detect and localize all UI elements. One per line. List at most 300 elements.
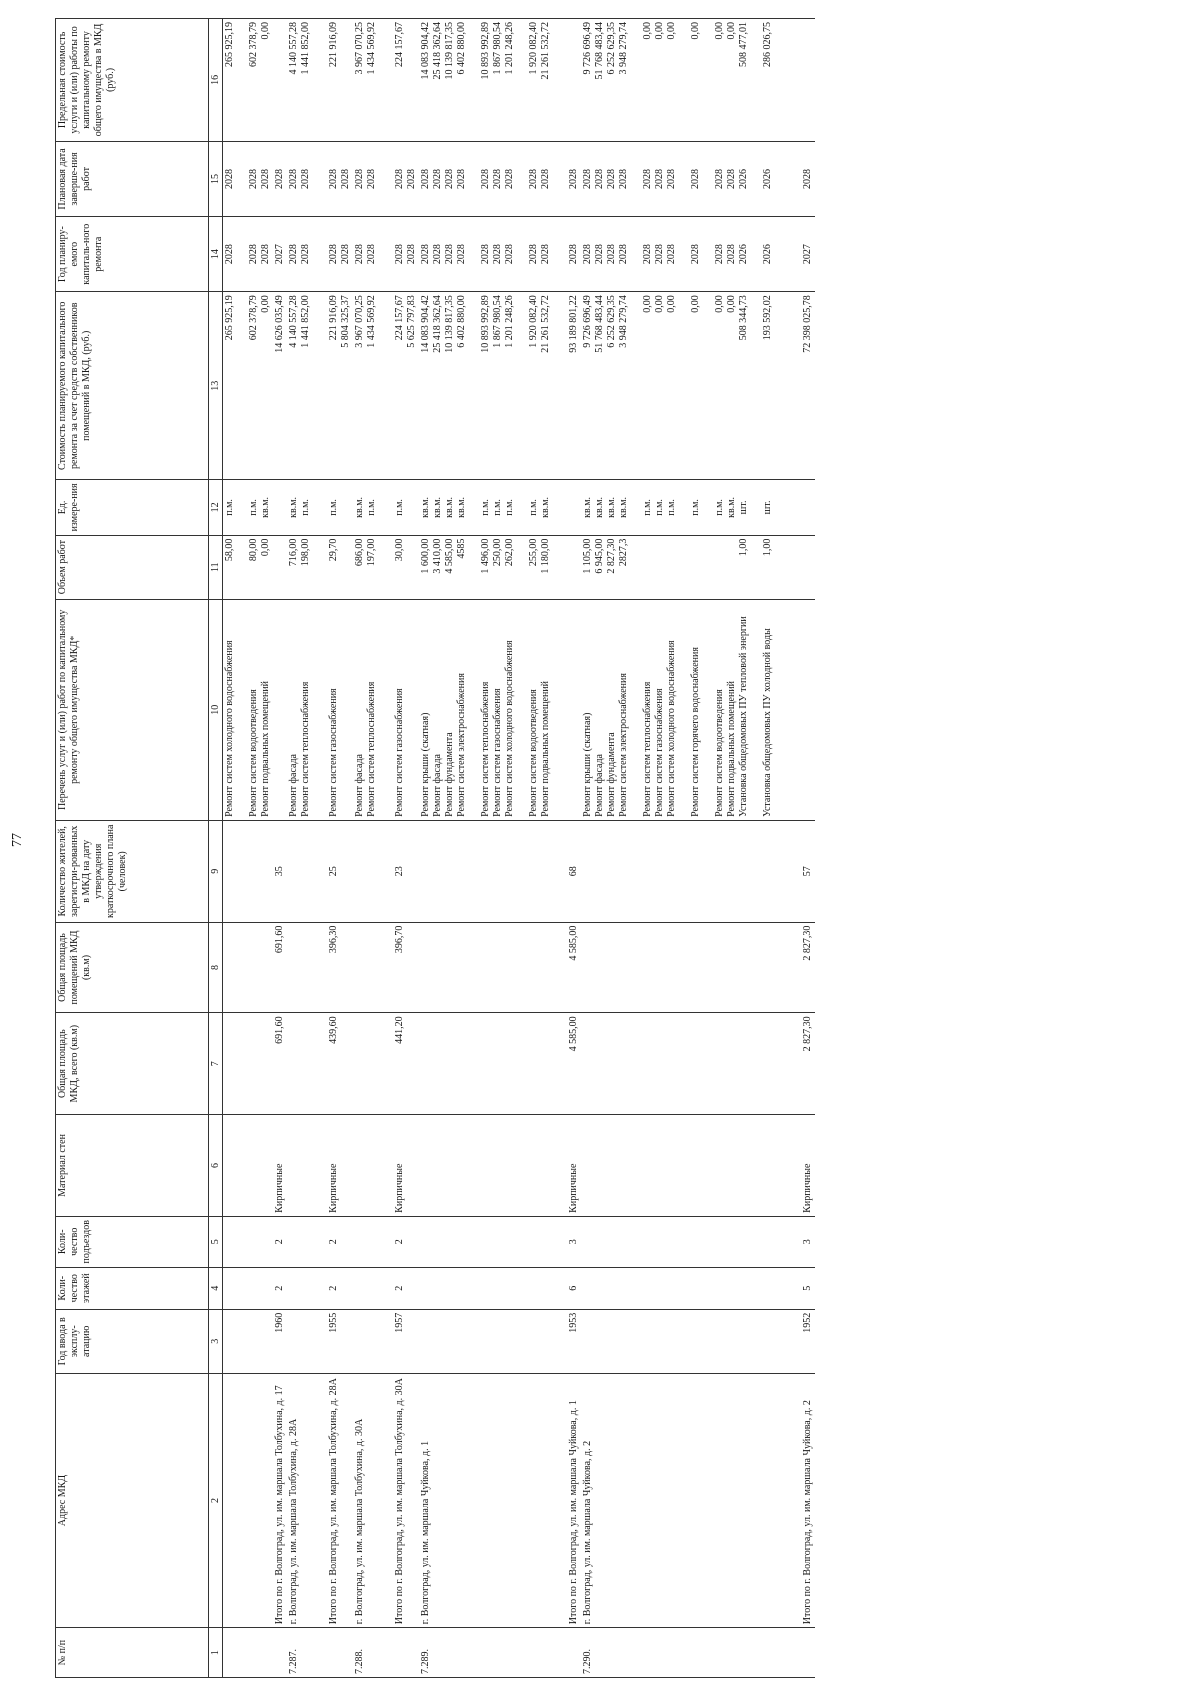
- volume-value: 716,00: [288, 538, 299, 567]
- unit-list: [223, 480, 274, 535]
- address: г. Волгоград, ул. им. маршала Чуйкова, д. 2: [581, 1373, 787, 1627]
- col-number: 1: [209, 1628, 223, 1678]
- unit-value: п.м.: [654, 499, 665, 516]
- unit-value: кв.м.: [354, 496, 365, 518]
- volume-value: 29,70: [327, 535, 353, 599]
- plan-year: 2027: [273, 217, 287, 292]
- limit-value: 3 967 070,25: [354, 22, 365, 75]
- limit-list: [353, 19, 379, 142]
- col-number: 16: [209, 19, 223, 142]
- unit-value: п.м.: [666, 499, 677, 516]
- total-cost: 93 189 801,22: [567, 292, 581, 480]
- header-works: Перечень услуг и (или) работ по капитальному ремонту общего имущества МКД*: [56, 599, 209, 820]
- residents: 25: [327, 820, 353, 922]
- cost-list: [393, 292, 419, 480]
- col-number: 9: [209, 820, 223, 922]
- work-item: Ремонт систем теплоснабжения: [642, 681, 653, 817]
- work-item: Ремонт систем теплоснабжения: [300, 681, 311, 817]
- cost-value: 14 083 904,42: [420, 295, 431, 353]
- cost-value: 1 441 852,00: [300, 295, 311, 348]
- limit-value: 1 201 248,26: [504, 22, 515, 75]
- cost-value: 221 916,09: [328, 295, 339, 341]
- cost-value: 1 920 082,40: [528, 295, 539, 348]
- unit-value: кв.м.: [582, 496, 593, 518]
- unit-value: п.м.: [327, 480, 353, 535]
- col-number: 10: [209, 599, 223, 820]
- limit-value: 1 920 082,40: [528, 22, 539, 75]
- work-item: Ремонт фундамента: [606, 732, 617, 817]
- plan-year: 2028: [567, 217, 581, 292]
- end-year-list: [393, 141, 419, 216]
- unit-value: кв.м.: [456, 496, 467, 518]
- plan-year-value: 2028: [456, 244, 467, 265]
- volume-value: 4585: [456, 538, 467, 559]
- limit-value: 286 026,75: [762, 22, 773, 67]
- address: г. Волгоград, ул. им. маршала Толбухина, д. 30А: [353, 1373, 379, 1627]
- limit-value: 3 948 279,74: [618, 22, 629, 75]
- cost-value: 25 418 362,64: [432, 295, 443, 353]
- limit-value: 6 252 629,35: [606, 22, 617, 75]
- cost-value: 193 592,02: [762, 295, 773, 341]
- volume-value: 6 945,00: [594, 538, 605, 574]
- end-year-value: 2028: [726, 168, 737, 189]
- year-commissioned: 1955: [327, 1309, 353, 1373]
- work-item: Установка общедомовых ПУ холодной воды: [762, 628, 773, 817]
- rooms-area: 396,70: [393, 922, 419, 1013]
- volume-value: [642, 539, 654, 596]
- unit-value: шт.: [762, 500, 773, 515]
- limit-value: 0,00: [714, 22, 725, 40]
- plan-year-value: 2028: [328, 244, 339, 265]
- rooms-area: 691,60: [273, 922, 287, 1013]
- rooms-area: 4 585,00: [567, 922, 581, 1013]
- floors: 2: [273, 1267, 287, 1309]
- unit-value: кв.м.: [420, 496, 431, 518]
- cost-value: 0,00: [714, 295, 725, 313]
- total-area: 441,20: [393, 1013, 419, 1115]
- work-item: Ремонт фасада: [594, 754, 605, 817]
- header-row: [56, 19, 209, 1678]
- cost-value: 21 261 532,72: [540, 295, 551, 353]
- cost-value: 1 201 248,26: [504, 295, 515, 348]
- unit-value: п.м.: [642, 499, 653, 516]
- end-year: 2028: [567, 141, 581, 216]
- work-item: Ремонт систем холодного водоснабжения: [504, 640, 515, 817]
- col-number: 2: [209, 1373, 223, 1627]
- works-list: [353, 599, 379, 820]
- row-number: 7.287.: [287, 1628, 313, 1678]
- floors: 6: [567, 1267, 581, 1309]
- plan-year: 2027: [801, 217, 815, 292]
- end-year-value: 2026: [762, 168, 773, 189]
- total-area: 691,60: [273, 1013, 287, 1115]
- cost-value: 9 726 696,49: [582, 295, 593, 348]
- wall-material: Кирпичные: [801, 1115, 815, 1217]
- plan-year-list: [353, 217, 379, 292]
- limit-value: 25 418 362,64: [432, 22, 443, 80]
- limit-list: [581, 19, 787, 142]
- plan-year-value: 2028: [528, 244, 539, 265]
- total-address: Итого по г. Волгоград, ул. им. маршала Чуйкова, д. 1: [567, 1373, 581, 1627]
- unit-value: шт.: [738, 500, 749, 515]
- work-item: Ремонт систем электроснабжения: [618, 673, 629, 817]
- header-residents: Количество жителей, зарегистри-рованных в МКД на дату утверждения краткосрочного плана (человек): [56, 820, 209, 922]
- entrances: 3: [567, 1216, 581, 1267]
- end-year-value: 2028: [618, 168, 629, 189]
- total-address: Итого по г. Волгоград, ул. им. маршала Толбухина, д. 28А: [327, 1373, 353, 1627]
- page-number: 77: [10, 833, 25, 847]
- limit-value: 0,00: [726, 22, 737, 40]
- cost-value: 4 140 557,28: [288, 295, 299, 348]
- total-address: Итого по г. Волгоград, ул. им. маршала Толбухина, д. 30А: [393, 1373, 419, 1627]
- col-number: 13: [209, 292, 223, 480]
- works-list: [223, 599, 274, 820]
- limit-value: 0,00: [642, 22, 653, 40]
- cost-value: 10 139 817,35: [444, 295, 455, 353]
- work-item: Ремонт крыши (скатная): [582, 712, 593, 817]
- works-list: [581, 599, 787, 820]
- table-row: [419, 19, 553, 1678]
- volume-value: 30,00: [393, 535, 419, 599]
- cost-list: [223, 292, 274, 480]
- total-cost: 5 625 797,83: [406, 295, 417, 348]
- col-number: 12: [209, 480, 223, 535]
- end-year-value: 2028: [540, 168, 551, 189]
- unit-value: п.м.: [492, 499, 503, 516]
- end-year-value: 2028: [606, 168, 617, 189]
- total-cost: 14 626 035,49: [273, 292, 287, 480]
- end-year-value: 2028: [714, 168, 725, 189]
- header-wall-material: Материал стен: [56, 1115, 209, 1217]
- total-row: [393, 19, 419, 1678]
- end-year-value: 2028: [690, 168, 701, 189]
- plan-year-list: [581, 217, 787, 292]
- unit-value: п.м.: [248, 499, 259, 516]
- volume-value: [690, 539, 714, 596]
- plan-year-value: 2028: [444, 244, 455, 265]
- end-year-list: [353, 141, 379, 216]
- end-year-value: 2028: [288, 168, 299, 189]
- header-volume: Объем работ: [56, 535, 209, 599]
- total-row: [273, 19, 287, 1678]
- row-number: 7.289.: [419, 1628, 553, 1678]
- floors: 5: [801, 1267, 815, 1309]
- unit-list: [419, 480, 553, 535]
- limit-value: 0,00: [690, 22, 701, 40]
- volume-value: [654, 539, 666, 596]
- end-year-value: 2028: [594, 168, 605, 189]
- volume-value: 255,00: [528, 538, 539, 567]
- unit-value: п.м.: [528, 499, 539, 516]
- plan-year-list: [223, 217, 274, 292]
- cost-value: 602 378,79: [248, 295, 259, 341]
- table-row: [223, 19, 274, 1678]
- cost-value: 0,00: [666, 295, 677, 313]
- col-number: 11: [209, 535, 223, 599]
- limit-value: 4 140 557,28: [288, 22, 299, 75]
- work-item: Ремонт подвальных помещений: [726, 680, 737, 817]
- limit-list: [419, 19, 553, 142]
- cost-list: [353, 292, 379, 480]
- cost-value: 508 344,73: [738, 295, 749, 341]
- plan-year-value: 2028: [714, 244, 725, 265]
- volume-value: 262,00: [504, 538, 515, 567]
- limit-value: 0,00: [654, 22, 665, 40]
- volume-value: 250,00: [492, 538, 503, 567]
- end-year-value: 2028: [444, 168, 455, 189]
- end-year-list: [327, 141, 353, 216]
- header-total-area: Общая площадь МКД, всего (кв.м): [56, 1013, 209, 1115]
- header-num: № п/п: [56, 1628, 209, 1678]
- end-year-list: [581, 141, 787, 216]
- year-commissioned: 1957: [393, 1309, 419, 1373]
- cost-value: 224 157,67: [394, 295, 405, 341]
- header-rooms-area: Общая площадь помещений МКД (кв.м): [56, 922, 209, 1013]
- unit-list: [353, 480, 379, 535]
- limit-value: 0,00: [260, 22, 271, 40]
- plan-year-list: [327, 217, 353, 292]
- unit-value: кв.м.: [444, 496, 455, 518]
- cost-list: [287, 292, 313, 480]
- plan-year-value: 2028: [300, 244, 311, 265]
- entrances: 2: [273, 1216, 287, 1267]
- work-item: Ремонт фасада: [288, 754, 299, 817]
- column-number-row: [209, 19, 223, 1678]
- volume-value: 1 180,00: [540, 538, 551, 574]
- work-item: Ремонт систем газоснабжения: [492, 688, 503, 817]
- total-area: 439,60: [327, 1013, 353, 1115]
- plan-year-value: 2026: [738, 244, 749, 265]
- total-cost: 5 804 325,37: [340, 295, 351, 348]
- col-number: 14: [209, 217, 223, 292]
- unit-value: кв.м.: [726, 496, 737, 518]
- plan-year-value: 2028: [394, 244, 405, 265]
- year-commissioned: 1952: [801, 1309, 815, 1373]
- volume-value: [666, 539, 690, 596]
- volume-list: [287, 535, 313, 599]
- wall-material: Кирпичные: [327, 1115, 353, 1217]
- end-year-value: 2026: [738, 168, 749, 189]
- limit-value: 224 157,67: [393, 19, 419, 142]
- end-year-value: 2028: [666, 168, 677, 189]
- residents: 57: [801, 820, 815, 922]
- cost-value: 0,00: [690, 295, 701, 313]
- cost-value: 0,00: [260, 295, 271, 313]
- cost-value: 3 967 070,25: [354, 295, 365, 348]
- plan-year-value: 2028: [260, 244, 271, 265]
- limit-value: 0,00: [666, 22, 677, 40]
- limit-value: 14 083 904,42: [420, 22, 431, 80]
- plan-year-value: 2028: [618, 244, 629, 265]
- header-end-date: Плановая дата заверше-ния работ: [56, 141, 209, 216]
- total-row: [567, 19, 581, 1678]
- plan-year-value: 2028: [432, 244, 443, 265]
- entrances: 3: [801, 1216, 815, 1267]
- plan-year-value: 2026: [762, 244, 773, 265]
- limit-value: 508 477,01: [738, 22, 749, 67]
- col-number: 6: [209, 1115, 223, 1217]
- year-commissioned: 1960: [273, 1309, 287, 1373]
- work-item: Ремонт систем горячего водоснабжения: [690, 647, 701, 817]
- plan-year-value: 2028: [354, 244, 365, 265]
- limit-value: 9 726 696,49: [582, 22, 593, 75]
- volume-value: 1 496,00: [480, 538, 491, 574]
- unit-value: кв.м.: [606, 496, 617, 518]
- volume-value: 1 600,00: [420, 538, 431, 574]
- unit-value: кв.м.: [540, 496, 551, 518]
- col-number: 4: [209, 1267, 223, 1309]
- end-year-value: 2028: [654, 168, 665, 189]
- total-area: 4 585,00: [567, 1013, 581, 1115]
- wall-material: Кирпичные: [273, 1115, 287, 1217]
- end-year-value: 2028: [504, 168, 515, 189]
- work-item: Ремонт систем газоснабжения: [393, 599, 419, 820]
- volume-value: 198,00: [300, 538, 311, 567]
- end-year-value: 2028: [456, 168, 467, 189]
- volume-value: 1 105,00: [582, 538, 593, 574]
- end-year-list: [223, 141, 274, 216]
- cost-value: 10 893 992,89: [480, 295, 491, 353]
- unit-value: п.м.: [714, 499, 725, 516]
- work-item: Ремонт фасада: [432, 754, 443, 817]
- cost-value: 1 867 980,54: [492, 295, 503, 348]
- capital-repair-table: [55, 18, 815, 1678]
- work-item: Ремонт фасада: [354, 754, 365, 817]
- work-item: Установка общедомовых ПУ тепловой энергии: [738, 616, 749, 817]
- cost-value: 51 768 483,44: [594, 295, 605, 353]
- limit-value: 1 434 569,92: [366, 22, 377, 75]
- floors: 2: [393, 1267, 419, 1309]
- end-year-value: 2028: [406, 168, 417, 189]
- plan-year-value: 2028: [540, 244, 551, 265]
- cost-value: 0,00: [726, 295, 737, 313]
- rooms-area: 396,30: [327, 922, 353, 1013]
- end-year-value: 2028: [528, 168, 539, 189]
- cost-list: [327, 292, 353, 480]
- cost-list: [419, 292, 553, 480]
- plan-year-list: [393, 217, 419, 292]
- volume-list: [353, 535, 379, 599]
- volume-value: 80,00: [248, 538, 259, 562]
- limit-value: 21 261 532,72: [540, 22, 551, 80]
- cost-value: 0,00: [654, 295, 665, 313]
- work-item: Ремонт систем холодного водоснабжения: [666, 640, 677, 817]
- volume-value: 0,00: [260, 538, 271, 557]
- header-year-commissioned: Год ввода в эксплу-атацию: [56, 1309, 209, 1373]
- total-address: Итого по г. Волгоград, ул. им. маршала Чуйкова, д. 2: [801, 1373, 815, 1627]
- plan-year-value: 2028: [504, 244, 515, 265]
- unit-value: п.м.: [504, 499, 515, 516]
- plan-year-value: 2028: [654, 244, 665, 265]
- total-address: Итого по г. Волгоград, ул. им. маршала Толбухина, д. 17: [273, 1373, 287, 1627]
- header-floors: Коли-чество этажей: [56, 1267, 209, 1309]
- work-item: Ремонт систем теплоснабжения: [366, 681, 377, 817]
- volume-value: 3 410,00: [432, 538, 443, 574]
- volume-value: 2827,3: [618, 538, 629, 567]
- limit-value: 6 402 880,00: [456, 22, 467, 75]
- work-item: Ремонт систем электроснабжения: [456, 673, 467, 817]
- col-number: 7: [209, 1013, 223, 1115]
- plan-year-value: 2028: [690, 244, 701, 265]
- work-item: Ремонт систем водоотведения: [528, 689, 539, 817]
- table-row: [353, 19, 379, 1678]
- entrances: 2: [327, 1216, 353, 1267]
- residents: 35: [273, 820, 287, 922]
- col-number: 15: [209, 141, 223, 216]
- plan-year-list: [287, 217, 313, 292]
- unit-value: п.м.: [366, 499, 377, 516]
- unit-value: п.м.: [393, 480, 419, 535]
- volume-value: [726, 539, 738, 596]
- volume-value: 2 827,30: [606, 538, 617, 574]
- wall-material: Кирпичные: [567, 1115, 581, 1217]
- end-year-value: 2028: [432, 168, 443, 189]
- end-year-value: 2028: [248, 168, 259, 189]
- total-area: 2 827,30: [801, 1013, 815, 1115]
- col-number: 8: [209, 922, 223, 1013]
- limit-value: 51 768 483,44: [594, 22, 605, 80]
- table-row: [581, 19, 787, 1678]
- end-year-value: 2028: [354, 168, 365, 189]
- header-plan-year: Год планиру-емого капиталь-ного ремонта: [56, 217, 209, 292]
- unit-value: кв.м.: [618, 496, 629, 518]
- work-item: Ремонт крыши (скатная): [420, 712, 431, 817]
- volume-value: 1,00: [738, 538, 749, 557]
- unit-value: п.м.: [480, 499, 491, 516]
- limit-value: 10 139 817,35: [444, 22, 455, 80]
- cost-value: 6 252 629,35: [606, 295, 617, 348]
- end-year-value: 2028: [394, 168, 405, 189]
- work-item: Ремонт систем холодного водоснабжения: [224, 640, 235, 817]
- entrances: 2: [393, 1216, 419, 1267]
- plan-year-value: 2028: [340, 244, 351, 265]
- cost-list: [581, 292, 787, 480]
- row-number: 7.290.: [581, 1628, 787, 1678]
- limit-list: [223, 19, 274, 142]
- limit-value: 265 925,19: [224, 22, 235, 67]
- col-number: 5: [209, 1216, 223, 1267]
- end-year-value: 2028: [480, 168, 491, 189]
- end-year-value: 2028: [340, 168, 351, 189]
- residents: 68: [567, 820, 581, 922]
- unit-value: кв.м.: [594, 496, 605, 518]
- end-year-value: 2028: [224, 168, 235, 189]
- unit-value: п.м.: [300, 499, 311, 516]
- unit-list: [287, 480, 313, 535]
- work-item: Ремонт систем водоотведения: [248, 689, 259, 817]
- cost-value: 0,00: [642, 295, 653, 313]
- plan-year-list: [419, 217, 553, 292]
- volume-list: [581, 535, 787, 599]
- cost-value: 3 948 279,74: [618, 295, 629, 348]
- limit-value: 221 916,09: [327, 19, 353, 142]
- unit-value: п.м.: [224, 499, 235, 516]
- floors: 2: [327, 1267, 353, 1309]
- end-year-value: 2028: [300, 168, 311, 189]
- volume-list: [419, 535, 553, 599]
- plan-year-value: 2028: [666, 244, 677, 265]
- limit-list: [287, 19, 313, 142]
- header-limit-cost: Предельная стоимость услуги и (или) работы по капитальному ремонту общего имущества в МКД (руб.): [56, 19, 209, 142]
- end-year-value: 2028: [366, 168, 377, 189]
- plan-year-value: 2028: [582, 244, 593, 265]
- limit-value: 1 867 980,54: [492, 22, 503, 75]
- header-cost: Стоимость планируемого капитального ремонта за счет средств собственников помещений в МКД, (руб.): [56, 292, 209, 480]
- limit-value: 10 893 992,89: [480, 22, 491, 80]
- unit-value: кв.м.: [260, 496, 271, 518]
- unit-value: кв.м.: [288, 496, 299, 518]
- work-item: Ремонт систем водоотведения: [714, 689, 725, 817]
